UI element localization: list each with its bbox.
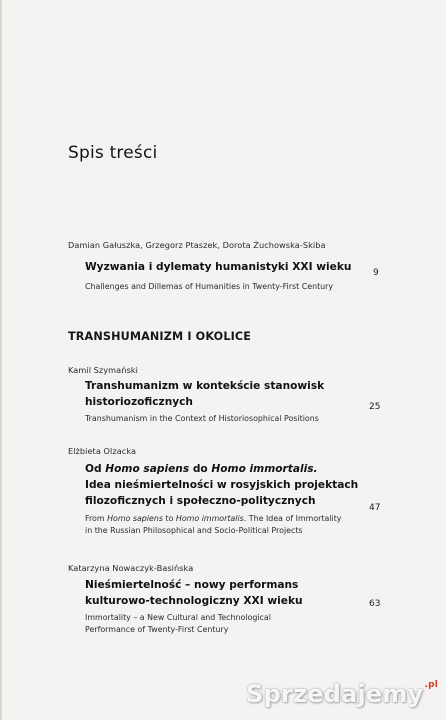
entry-4-title-line-2: kulturowo-technologiczny XXI wieku [85, 595, 303, 607]
entry-4-page-number: 63 [369, 599, 381, 609]
entry-2-authors: Kamil Szymański [68, 365, 138, 375]
entry-1-title [85, 259, 351, 275]
entry-4-english-line-2: Performance of Twenty-First Century [85, 624, 229, 634]
entry-2-title [85, 378, 324, 410]
entry-1-title-line-1: Wyzwania i dylematy humanistyki XXI wieku [85, 261, 352, 273]
entry-3-authors: Elżbieta Olzacka [68, 446, 137, 456]
entry-3-title-line-1: Od Homo sapiens do Homo immortalis. [85, 463, 318, 475]
entry-3-english-line-2: in the Russian Philosophical and Socio-Political Projects [85, 525, 303, 535]
entry-2-page-number: 25 [369, 402, 381, 412]
entry-4-english-title [85, 612, 271, 635]
entry-4-english-line-1: Immortality – a New Cultural and Technological [85, 613, 271, 622]
entry-3-title [85, 461, 358, 509]
section-heading: TRANSHUMANIZM I OKOLICE [68, 330, 252, 343]
entry-4-title-line-1: Nieśmiertelność – nowy performans [85, 579, 299, 591]
entry-1-english-title: Challenges and Dillemas of Humanities in Twenty-First Century [85, 282, 334, 291]
entry-2-english-title: Transhumanism in the Context of Historiosophical Positions [85, 414, 319, 423]
entry-1-authors: Damian Gałuszka, Grzegorz Ptaszek, Dorota Żuchowska-Skiba [68, 240, 326, 250]
entry-3-title-line-3: filozoficznych i społeczno-politycznych [85, 495, 316, 507]
page-edge [0, 0, 2, 720]
entry-2-title-line-1: Transhumanizm w kontekście stanowisk [85, 380, 325, 392]
entry-3-page-number: 47 [369, 503, 381, 513]
toc-heading: Spis treści [68, 143, 158, 163]
entry-3-english-title [85, 513, 341, 536]
entry-1-page-number: 9 [373, 268, 379, 278]
entry-3-title-line-2: Idea nieśmiertelności w rosyjskich projektach [85, 479, 359, 491]
watermark-logo: Sprzedajemy$^{.pl}$ [246, 680, 438, 708]
entry-3-english-line-1: From Homo sapiens to Homo immortalis. The Idea of Immortality [85, 514, 342, 523]
entry-4-authors: Katarzyna Nowaczyk-Basińska [68, 563, 194, 573]
entry-4-title [85, 577, 303, 609]
entry-2-title-line-2: historiozoficznych [85, 396, 193, 408]
